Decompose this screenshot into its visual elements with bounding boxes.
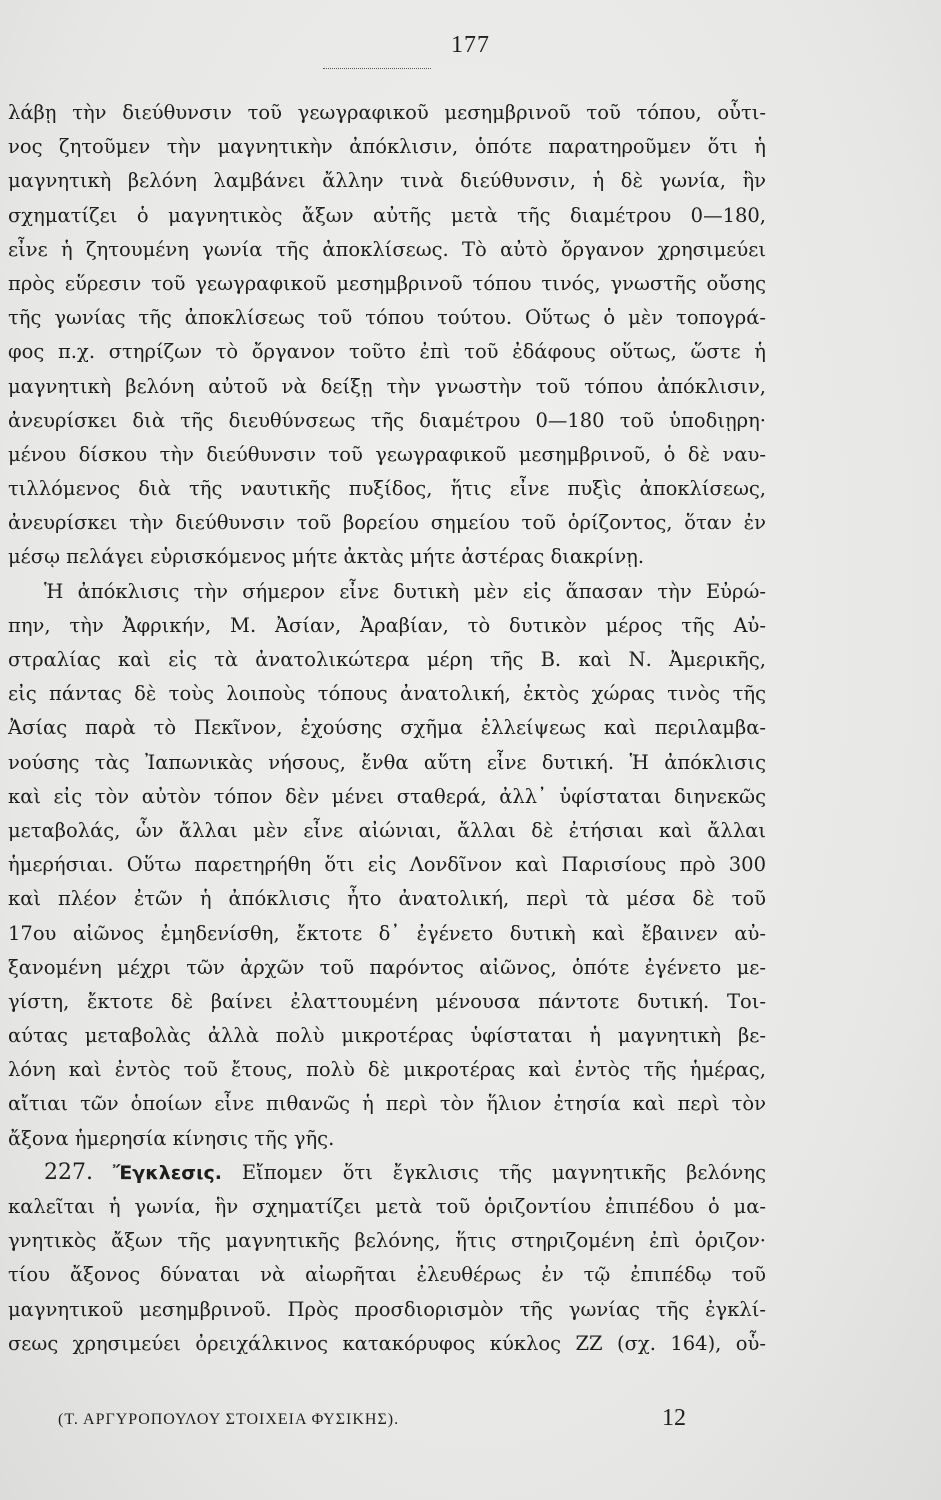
text-line: ἀνευρίσκει διὰ τῆς διευθύνσεως τῆς διαμέτρου 0—180 τοῦ ὑποδιῃρη· [8, 408, 766, 432]
text-line: νος ζητοῦμεν τὴν μαγνητικὴν ἀπόκλισιν, ὁπότε παρατηροῦμεν ὅτι ἡ [8, 135, 766, 159]
header-rule [323, 68, 431, 69]
text-line: εἶνε ἡ ζητουμένη γωνία τῆς ἀποκλίσεως. Τὸ αὐτὸ ὄργανον χρησιμεύει [8, 237, 766, 261]
text-line: Ἀσίας παρὰ τὸ Πεκῖνον, ἐχούσης σχῆμα ἐλλείψεως καὶ περιλαμβα- [8, 716, 766, 740]
text-line: Ἡ ἀπόκλισις τὴν σήμερον εἶνε δυτικὴ μὲν εἰς ἅπασαν τὴν Εὐρώ- [44, 579, 766, 603]
signature-mark: 12 [662, 1405, 686, 1431]
text-line: ἡμερήσιαι. Οὕτω παρετηρήθη ὅτι εἰς Λονδῖνον καὶ Παρισίους πρὸ 300 [8, 853, 766, 877]
text-line: τῆς γωνίας τῆς ἀποκλίσεως τοῦ τόπου τούτου. Οὕτως ὁ μὲν τοπογρά- [8, 306, 766, 330]
text-line: πρὸς εὕρεσιν τοῦ γεωγραφικοῦ μεσημβρινοῦ τόπου τινός, γνωστῆς οὔσης [8, 271, 766, 295]
text-line: σχηματίζει ὁ μαγνητικὸς ἄξων αὐτῆς μετὰ τῆς διαμέτρου 0—180, [8, 203, 766, 227]
text-line: καὶ εἰς τὸν αὐτὸν τόπον δὲν μένει σταθερά, ἀλλ᾽ ὑφίσταται διηνεκῶς [8, 784, 766, 808]
section-number: 227. [44, 1159, 93, 1185]
text-line: λόνη καὶ ἐντὸς τοῦ ἔτους, πολὺ δὲ μικροτέρας καὶ ἐντὸς τῆς ἡμέρας, [8, 1058, 766, 1082]
section-first-line: Εἴπομεν ὅτι ἔγκλισις τῆς μαγνητικῆς βελόνης [241, 1160, 767, 1184]
text-line: γνητικὸς ἄξων τῆς μαγνητικῆς βελόνης, ἥτις στηριζομένη ἐπὶ ὁριζον· [8, 1229, 766, 1253]
text-line: καὶ πλέον ἐτῶν ἡ ἀπόκλισις ἦτο ἀνατολική, περὶ τὰ μέσα δὲ τοῦ [8, 887, 766, 911]
text-line: στραλίας καὶ εἰς τὰ ἀνατολικώτερα μέρη τῆς Β. καὶ Ν. Ἀμερικῆς, [8, 648, 766, 671]
text-line: πην, τὴν Ἀφρικήν, Μ. Ἀσίαν, Ἀραβίαν, τὸ δυτικὸν μέρος τῆς Αὐ- [8, 613, 766, 637]
text-line: ξανομένη μέχρι τῶν ἀρχῶν τοῦ παρόντος αἰῶνος, ὁπότε ἐγένετο με- [8, 955, 766, 979]
text-line: σεως χρησιμεύει ὀρειχάλκινος κατακόρυφος κύκλος ΖΖ (σχ. 164), οὗ- [8, 1331, 766, 1355]
text-line: ἄξονα ἡμερησία κίνησις τῆς γῆς. [8, 1126, 335, 1150]
text-line: μαγνητικοῦ μεσημβρινοῦ. Πρὸς προσδιορισμὸν τῆς γωνίας τῆς ἐγκλί- [8, 1297, 766, 1321]
text-line: μεταβολάς, ὧν ἄλλαι μὲν εἶνε αἰώνιαι, ἄλλαι δὲ ἐτήσιαι καὶ ἄλλαι [8, 818, 766, 842]
text-line: ἀνευρίσκει τὴν διεύθυνσιν τοῦ βορείου σημείου τοῦ ὁρίζοντος, ὅταν ἐν [8, 511, 766, 535]
body-text [8, 96, 766, 1361]
text-line: εἰς πάντας δὲ τοὺς λοιποὺς τόπους ἀνατολική, ἐκτὸς χώρας τινὸς τῆς [8, 682, 766, 706]
text-line: φος π.χ. στηρίζων τὸ ὄργανον τοῦτο ἐπὶ τοῦ ἐδάφους οὕτως, ὥστε ἡ [8, 340, 766, 364]
text-line: καλεῖται ἡ γωνία, ἣν σχηματίζει μετὰ τοῦ ὁριζοντίου ἐπιπέδου ὁ μα- [8, 1195, 766, 1218]
text-line: τίου ἄξονος δύναται νὰ αἰωρῆται ἐλευθέρως ἐν τῷ ἐπιπέδῳ τοῦ [8, 1263, 766, 1287]
page-number: 177 [451, 32, 490, 58]
text-line: μένου δίσκου τὴν διεύθυνσιν τοῦ γεωγραφικοῦ μεσημβρινοῦ, ὁ δὲ ναυ- [8, 442, 766, 466]
text-line: 17ου αἰῶνος ἐμηδενίσθη, ἔκτοτε δ᾽ ἐγένετο δυτικὴ καὶ ἔβαινεν αὐ- [8, 921, 766, 945]
text-line: μαγνητικὴ βελόνη λαμβάνει ἄλλην τινὰ διεύθυνσιν, ἡ δὲ γωνία, ἣν [8, 169, 766, 193]
section-heading-line [8, 1156, 766, 1190]
text-line: μαγνητικὴ βελόνη αὐτοῦ νὰ δείξῃ τὴν γνωστὴν τοῦ τόπου ἀπόκλισιν, [8, 374, 766, 398]
text-line: νούσης τὰς Ἰαπωνικὰς νήσους, ἔνθα αὕτη εἶνε δυτική. Ἡ ἀπόκλισις [8, 750, 766, 774]
footer-source: (Τ. ΑΡΓΥΡΟΠΟΥΛΟΥ ΣΤΟΙΧΕΙΑ ΦΥΣΙΚΗΣ). [58, 1411, 400, 1428]
text-line: γίστη, ἔκτοτε δὲ βαίνει ἐλαττουμένη μένουσα πάντοτε δυτική. Τοι- [8, 989, 766, 1013]
text-line: αἴτιαι τῶν ὁποίων εἶνε πιθανῶς ἡ περὶ τὸν ἥλιον ἐτησία καὶ περὶ τὸν [8, 1092, 766, 1116]
text-line: αύτας μεταβολὰς ἀλλὰ πολὺ μικροτέρας ὑφίσταται ἡ μαγνητικὴ βε- [8, 1024, 766, 1048]
section-title: Ἔγκλεσις. [112, 1161, 222, 1184]
text-line: λάβῃ τὴν διεύθυνσιν τοῦ γεωγραφικοῦ μεσημβρινοῦ τοῦ τόπου, οὗτι- [8, 101, 766, 124]
text-line: τιλλόμενος διὰ τῆς ναυτικῆς πυξίδος, ἥτις εἶνε πυξὶς ἀποκλίσεως, [8, 477, 766, 501]
page-footer [58, 1405, 758, 1435]
text-line: μέσῳ πελάγει εὑρισκόμενος μήτε ἀκτὰς μήτε ἀστέρας διακρίνῃ. [8, 545, 645, 569]
